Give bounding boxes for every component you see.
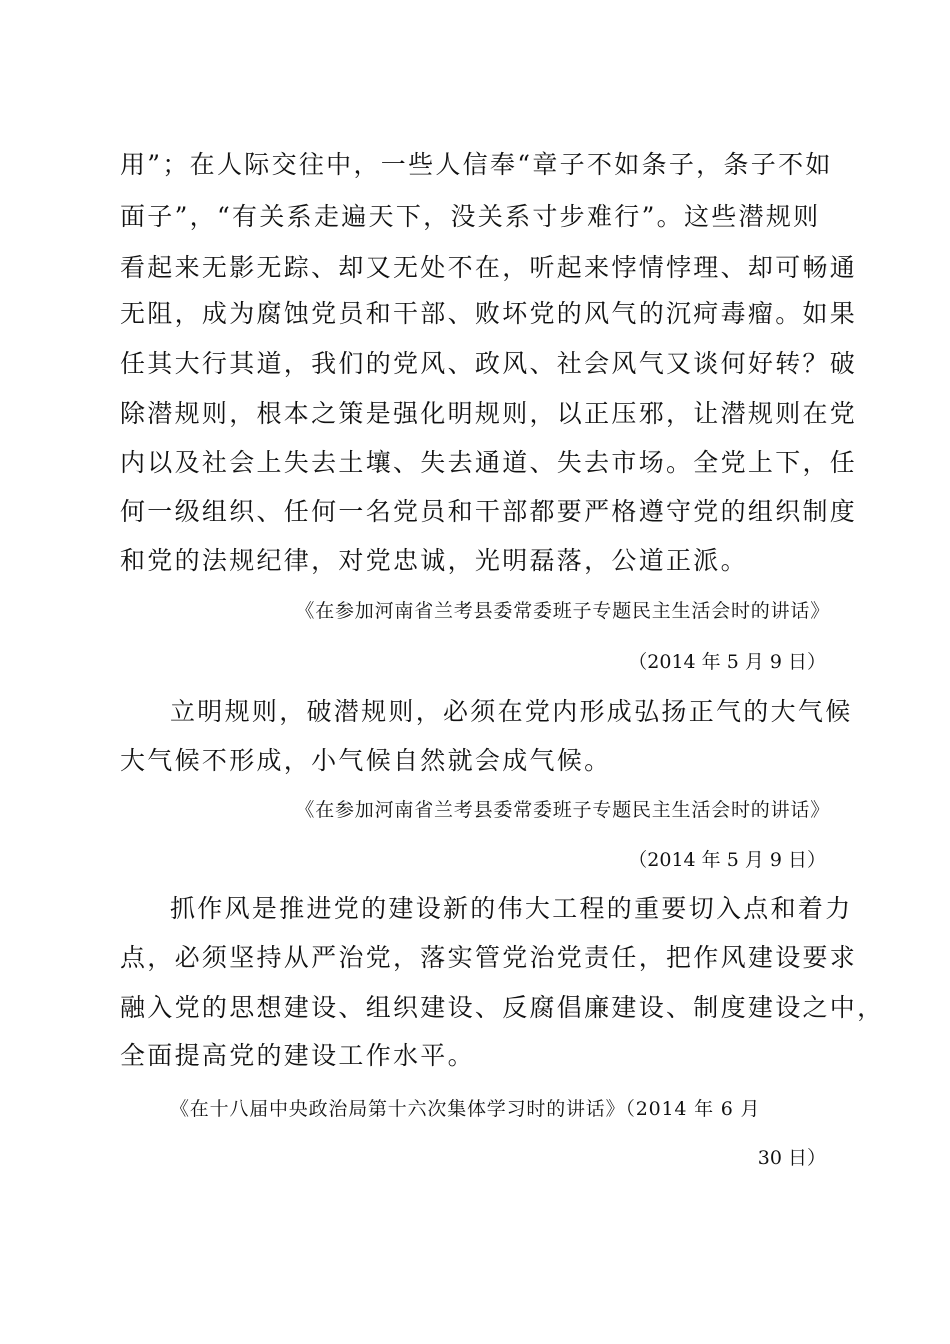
- paragraph-line: 内以及社会上失去土壤、失去通道、失去市场。全党上下，任: [120, 448, 858, 477]
- citation-date: 30 日）: [757, 1147, 826, 1169]
- paragraph-line: 抓作风是推进党的建设新的伟大工程的重要切入点和着力: [170, 894, 853, 923]
- paragraph-line: 全面提高党的建设工作水平。: [120, 1041, 475, 1070]
- source-citation: 《在十八届中央政治局第十六次集体学习时的讲话》（2014 年 6 月: [170, 1098, 761, 1120]
- source-citation: 《在参加河南省兰考县委常委班子专题民主生活会时的讲话》: [295, 799, 830, 821]
- paragraph-line: 面子”，“有关系走遍天下，没关系寸步难行”。这些潜规则: [120, 202, 821, 231]
- source-citation: 《在参加河南省兰考县委常委班子专题民主生活会时的讲话》: [295, 600, 830, 622]
- citation-date: （2014 年 5 月 9 日）: [628, 651, 826, 673]
- paragraph-line: 无阻，成为腐蚀党员和干部、败坏党的风气的沉疴毒瘤。如果: [120, 299, 858, 328]
- paragraph-line: 融入党的思想建设、组织建设、反腐倡廉建设、制度建设之中，: [120, 993, 885, 1022]
- paragraph-line: 立明规则，破潜规则，必须在党内形成弘扬正气的大气候: [170, 697, 853, 726]
- paragraph-line: 除潜规则，根本之策是强化明规则，以正压邪，让潜规则在党: [120, 399, 858, 428]
- citation-date: （2014 年 5 月 9 日）: [628, 849, 826, 871]
- paragraph-line: 大气候不形成，小气候自然就会成气候。: [120, 746, 612, 775]
- paragraph-line: 任其大行其道，我们的党风、政风、社会风气又谈何好转？破: [120, 349, 858, 378]
- paragraph-line: 和党的法规纪律，对党忠诚，光明磊落，公道正派。: [120, 546, 748, 575]
- paragraph-line: 点，必须坚持从严治党，落实管党治党责任，把作风建设要求: [120, 943, 858, 972]
- paragraph-line: 何一级组织、任何一名党员和干部都要严格遵守党的组织制度: [120, 497, 858, 526]
- paragraph-line: 用”；在人际交往中，一些人信奉“章子不如条子，条子不如: [120, 150, 833, 179]
- paragraph-line: 看起来无影无踪、却又无处不在，听起来悖情悖理、却可畅通: [120, 253, 858, 282]
